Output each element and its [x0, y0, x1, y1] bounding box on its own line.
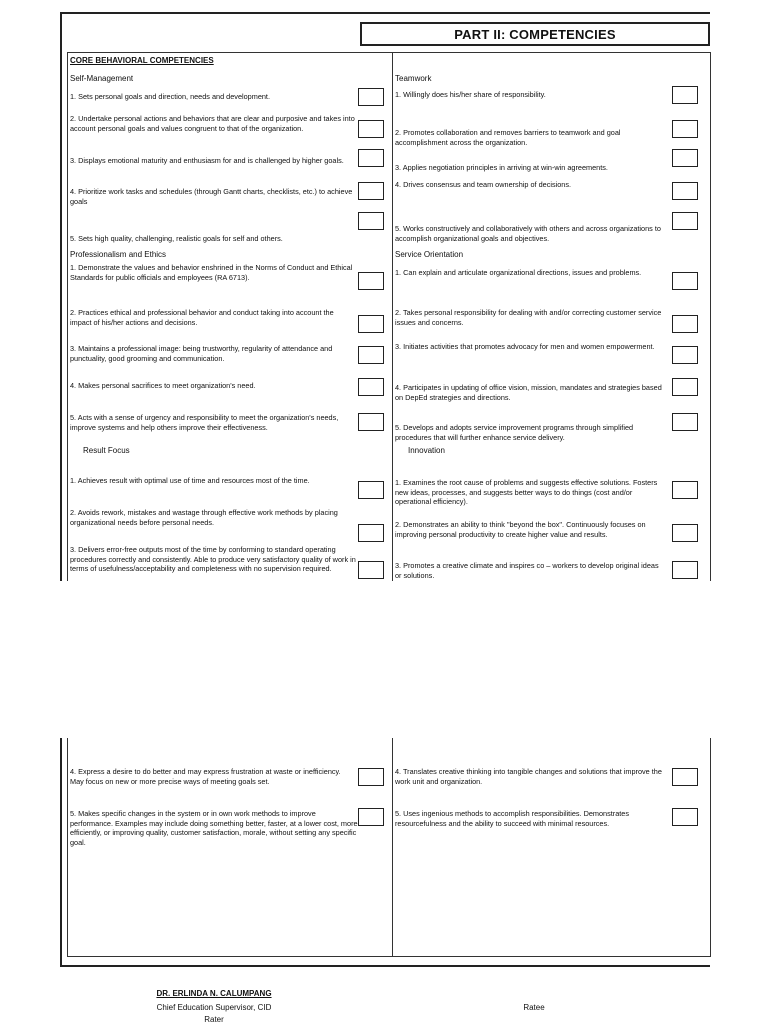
- result-focus-item-5: 5. Makes specific changes in the system or in own work methods to improve performance. Examples may include doing something better, faster, at a lower cost, more efficiently, or improving quality, customer satisfaction, morale, without setting any specific goal.: [70, 809, 358, 847]
- result-focus-rating-3[interactable]: [358, 561, 384, 579]
- teamwork-rating-5[interactable]: [672, 212, 698, 230]
- form-bottom-border: [60, 965, 710, 967]
- self-management-item-1: 1. Sets personal goals and direction, needs and development.: [70, 92, 270, 101]
- table-right-border: [710, 52, 711, 957]
- page-break-gap: [0, 581, 768, 738]
- professionalism-rating-4[interactable]: [358, 378, 384, 396]
- teamwork-item-2: 2. Promotes collaboration and removes barriers to teamwork and goal accomplishment across the organization.: [395, 128, 621, 147]
- professionalism-rating-3[interactable]: [358, 346, 384, 364]
- self-management-heading: Self-Management: [70, 74, 134, 83]
- self-management-rating-4[interactable]: [358, 182, 384, 200]
- innovation-heading: Innovation: [408, 446, 445, 455]
- professionalism-rating-2[interactable]: [358, 315, 384, 333]
- service-item-1: 1. Can explain and articulate organizational directions, issues and problems.: [395, 268, 642, 277]
- self-management-rating-5[interactable]: [358, 212, 384, 230]
- professionalism-item-4: 4. Makes personal sacrifices to meet organization's need.: [70, 381, 256, 390]
- result-focus-item-2: 2. Avoids rework, mistakes and wastage through effective work methods by placing organizational needs before personal needs.: [70, 508, 338, 527]
- table-top-border: [67, 52, 711, 53]
- innovation-rating-2[interactable]: [672, 524, 698, 542]
- rater-title: Chief Education Supervisor, CID: [156, 1003, 272, 1012]
- table-left-border: [67, 52, 68, 957]
- professionalism-heading: Professionalism and Ethics: [70, 250, 167, 259]
- teamwork-item-5: 5. Works constructively and collaboratively with others and across organizations to accomplish organizational goals and objectives.: [395, 224, 661, 243]
- self-management-item-4: 4. Prioritize work tasks and schedules (through Gantt charts, checklists, etc.) to achieve goals: [70, 187, 353, 206]
- service-rating-3[interactable]: [672, 346, 698, 364]
- professionalism-rating-5[interactable]: [358, 413, 384, 431]
- innovation-item-3: 3. Promotes a creative climate and inspires co – workers to develop original ideas or solutions.: [395, 561, 659, 580]
- professionalism-item-2: 2. Practices ethical and professional behavior and conduct taking into account the impact of his/her actions and decisions.: [70, 308, 334, 327]
- service-item-5: 5. Develops and adopts service improvement programs through simplified procedures that will further enhance service delivery.: [395, 423, 634, 442]
- service-item-3: 3. Initiates activities that promotes advocacy for men and women empowerment.: [395, 342, 655, 351]
- innovation-item-5: 5. Uses ingenious methods to accomplish responsibilities. Demonstrates resourcefulness and the ability to succeed with minimal resources.: [395, 809, 630, 828]
- self-management-item-5: 5. Sets high quality, challenging, realistic goals for self and others.: [70, 234, 283, 243]
- result-focus-rating-2[interactable]: [358, 524, 384, 542]
- teamwork-item-3: 3. Applies negotiation principles in arriving at win-win agreements.: [395, 163, 608, 172]
- innovation-item-1: 1. Examines the root cause of problems and suggests effective solutions. Fosters new ideas, processes, and suggests better ways to do things (cost and/or operational efficiency).: [395, 478, 658, 507]
- self-management-rating-1[interactable]: [358, 88, 384, 106]
- innovation-rating-4[interactable]: [672, 768, 698, 786]
- teamwork-rating-3[interactable]: [672, 149, 698, 167]
- result-focus-heading: Result Focus: [83, 446, 130, 455]
- form-top-border: [60, 12, 710, 14]
- service-rating-2[interactable]: [672, 315, 698, 333]
- teamwork-item-1: 1. Willingly does his/her share of responsibility.: [395, 90, 546, 99]
- core-competencies-heading: CORE BEHAVIORAL COMPETENCIES: [70, 56, 214, 65]
- service-item-2: 2. Takes personal responsibility for dealing with and/or correcting customer service issues and concerns.: [395, 308, 662, 327]
- result-focus-rating-5[interactable]: [358, 808, 384, 826]
- teamwork-rating-1[interactable]: [672, 86, 698, 104]
- rater-label: Rater: [204, 1015, 224, 1024]
- service-rating-5[interactable]: [672, 413, 698, 431]
- innovation-rating-1[interactable]: [672, 481, 698, 499]
- teamwork-rating-4[interactable]: [672, 182, 698, 200]
- innovation-rating-3[interactable]: [672, 561, 698, 579]
- innovation-item-2: 2. Demonstrates an ability to think "beyond the box". Continuously focuses on improving personal productivity to create higher value and results.: [395, 520, 646, 539]
- ratee-label: Ratee: [523, 1003, 545, 1012]
- form-left-border: [60, 12, 62, 967]
- professionalism-rating-1[interactable]: [358, 272, 384, 290]
- result-focus-item-1: 1. Achieves result with optimal use of time and resources most of the time.: [70, 476, 310, 485]
- result-focus-rating-1[interactable]: [358, 481, 384, 499]
- professionalism-item-5: 5. Acts with a sense of urgency and responsibility to meet the organization's needs, improve systems and help others improve their effectiveness.: [70, 413, 339, 432]
- column-divider: [392, 52, 393, 957]
- part-title: PART II: COMPETENCIES: [360, 22, 710, 46]
- self-management-item-2: 2. Undertake personal actions and behaviors that are clear and purposive and takes into account personal goals and values congruent to that of the organization.: [70, 114, 355, 133]
- teamwork-item-4: 4. Drives consensus and team ownership of decisions.: [395, 180, 572, 189]
- service-rating-4[interactable]: [672, 378, 698, 396]
- innovation-rating-5[interactable]: [672, 808, 698, 826]
- service-orientation-heading: Service Orientation: [395, 250, 464, 259]
- service-rating-1[interactable]: [672, 272, 698, 290]
- self-management-item-3: 3. Displays emotional maturity and enthusiasm for and is challenged by higher goals.: [70, 156, 344, 165]
- innovation-item-4: 4. Translates creative thinking into tangible changes and solutions that improve the work unit and organization.: [395, 767, 662, 786]
- result-focus-item-3: 3. Delivers error-free outputs most of the time by conforming to standard operating procedures correctly and consistently. Able to produce very satisfactory quality of work in terms of usefulness/acceptability and completeness with no supervision required.: [70, 545, 356, 574]
- professionalism-item-1: 1. Demonstrate the values and behavior enshrined in the Norms of Conduct and Ethical Standards for public officials and employees (RA 6713).: [70, 263, 353, 282]
- service-item-4: 4. Participates in updating of office vision, mission, mandates and strategies based on DepEd strategies and directions.: [395, 383, 662, 402]
- result-focus-rating-4[interactable]: [358, 768, 384, 786]
- teamwork-rating-2[interactable]: [672, 120, 698, 138]
- self-management-rating-3[interactable]: [358, 149, 384, 167]
- teamwork-heading: Teamwork: [395, 74, 432, 83]
- rater-name: DR. ERLINDA N. CALUMPANG: [156, 989, 272, 998]
- result-focus-item-4: 4. Express a desire to do better and may express frustration at waste or inefficiency. May focus on new or more precise ways of meeting goals set.: [70, 767, 341, 786]
- professionalism-item-3: 3. Maintains a professional image: being trustworthy, regularity of attendance and punctuality, good grooming and communication.: [70, 344, 333, 363]
- self-management-rating-2[interactable]: [358, 120, 384, 138]
- table-bottom-border: [67, 956, 711, 957]
